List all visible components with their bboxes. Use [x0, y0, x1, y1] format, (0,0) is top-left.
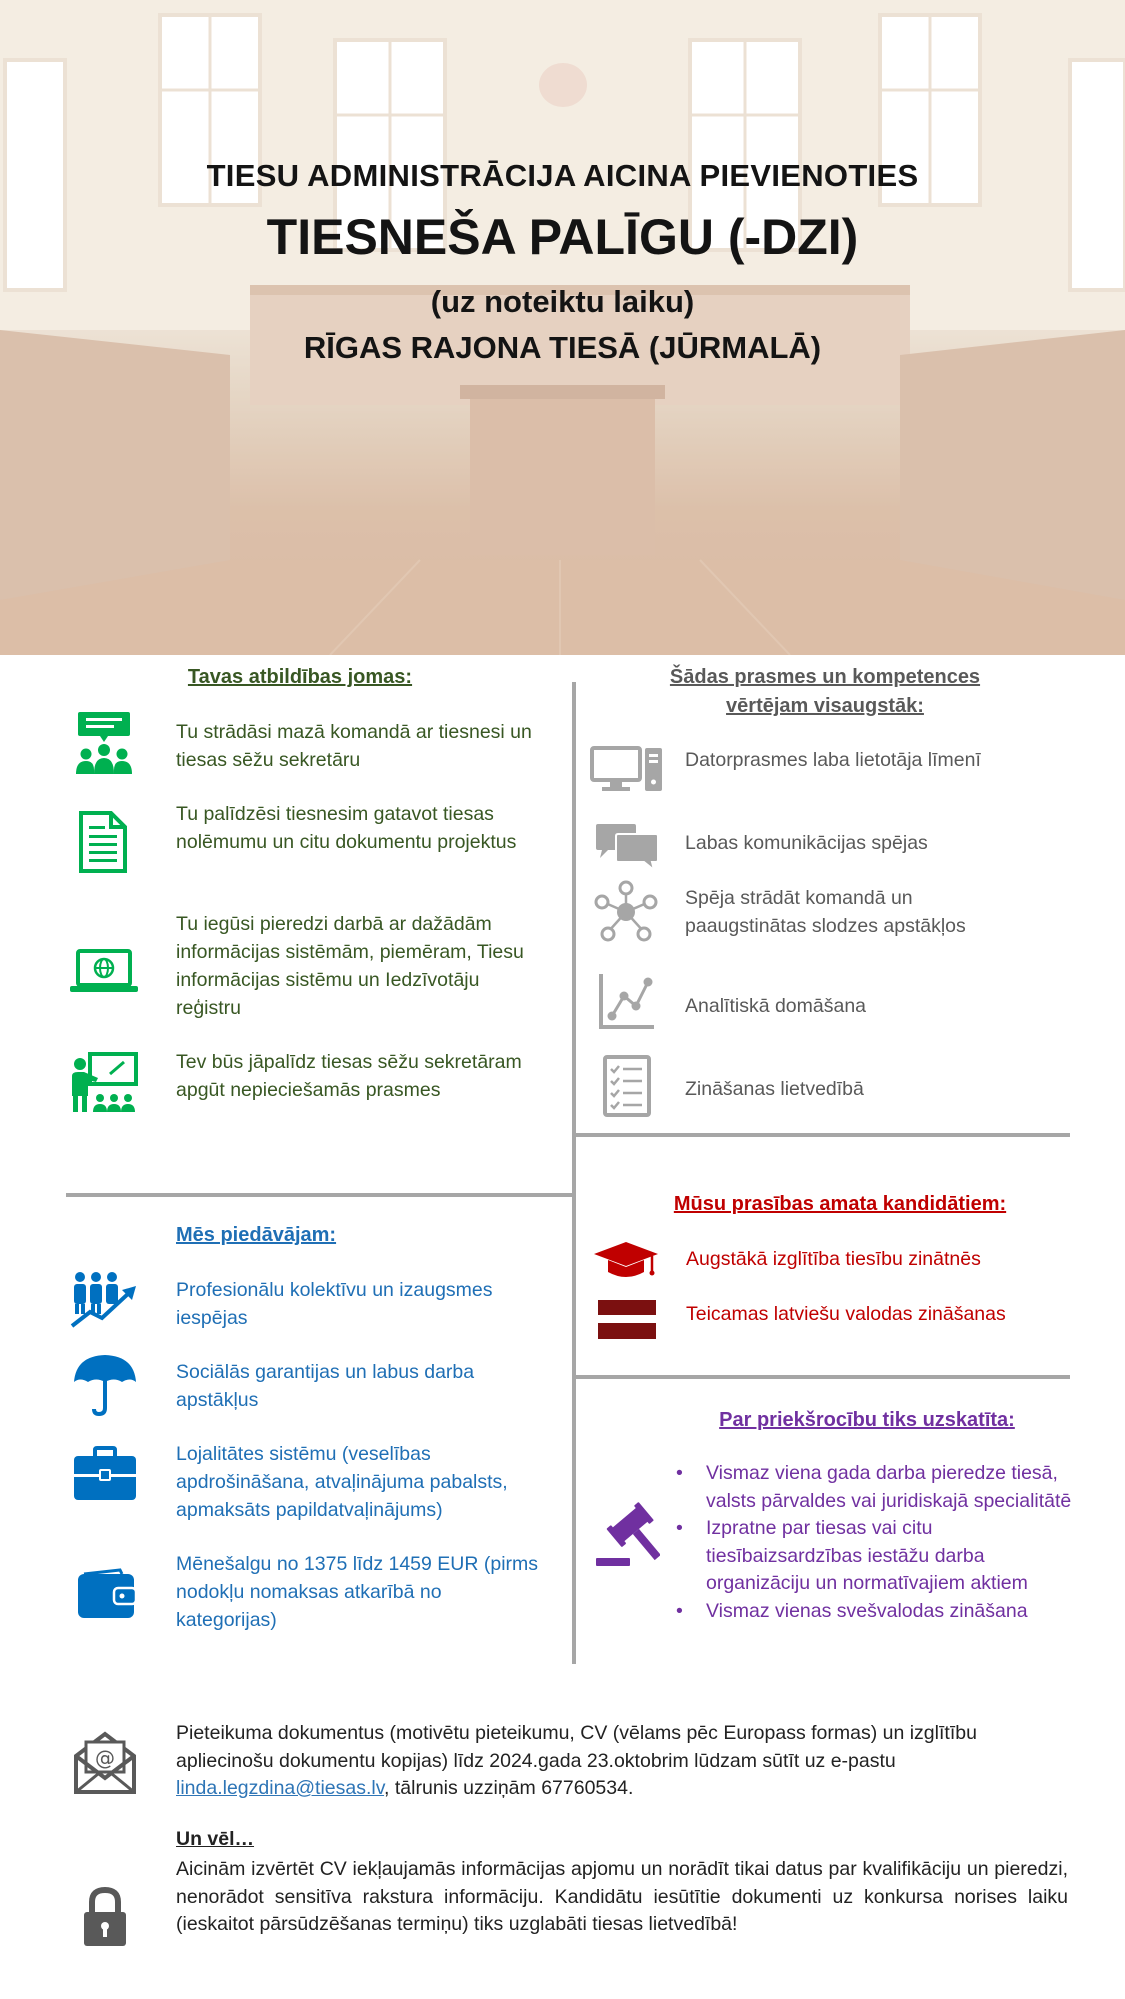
skills-heading-line-1: Šādas prasmes un kompetences: [669, 666, 981, 688]
responsibility-item-3: Tu iegūsi pieredzi darbā ar dažādām informācijas sistēmām, piemēram, Tiesu informācijas sistēmu un Iedzīvotāju reģistru: [176, 913, 524, 1019]
courtroom-photo: [0, 0, 1125, 655]
skills-heading: [620, 663, 1030, 721]
skill-item-3: Spēja strādāt komandā un paaugstinātas slodzes apstākļos: [685, 887, 966, 937]
advantages-heading: Par priekšrocību tiks uzskatīta:: [719, 1409, 1015, 1431]
team-presentation-icon: [72, 710, 136, 776]
document-icon: [78, 810, 128, 874]
requirement-item-1: Augstākā izglītība tiesību zinātnēs: [686, 1248, 981, 1270]
responsibility-item-2: Tu palīdzēsi tiesnesim gatavot tiesas nolēmumu un citu dokumentu projektus: [176, 803, 517, 853]
application-text-main: Pieteikuma dokumentus (motivētu pieteikumu, CV (vēlams pēc Europass formas) un izglītību apliecinošu dokumentu kopijas) līdz 2024.gada 23.oktobrim lūdzam sūtīt uz e-pastu: [176, 1722, 977, 1772]
laptop-globe-icon: [68, 948, 140, 994]
skill-item-2: Labas komunikācijas spējas: [685, 832, 928, 854]
skill-item-5: Zināšanas lietvedībā: [685, 1078, 864, 1100]
wallet-icon: [76, 1568, 136, 1620]
briefcase-icon: [72, 1446, 138, 1502]
skills-heading-line-2: vērtējam visaugstāk:: [726, 695, 924, 717]
vertical-divider-top: [572, 682, 576, 1664]
checklist-icon: [602, 1054, 652, 1118]
requirements-heading: Mūsu prasības amata kandidātiem:: [673, 1193, 1007, 1215]
advantage-item-1: • Vismaz viena gada darba pieredze tiesā, valsts pārvaldes vai juridiskajā specialitātē: [674, 1460, 1074, 1515]
flag-icon: [598, 1300, 656, 1340]
responsibilities-heading: Tavas atbildības jomas:: [187, 666, 413, 688]
offer-item-2: Sociālās garantijas un labus darba apstākļus: [176, 1361, 475, 1411]
offer-item-1: Profesionālu kolektīvu un izaugsmes iespējas: [176, 1279, 493, 1329]
graduation-cap-icon: [592, 1240, 660, 1280]
advantage-item-3: • Vismaz vienas svešvalodas zināšana: [674, 1598, 1074, 1626]
growth-team-icon: [68, 1270, 140, 1330]
envelope-icon: [72, 1730, 138, 1796]
more-title: Un vēl…: [176, 1828, 255, 1850]
umbrella-icon: [72, 1352, 138, 1418]
advantage-item-2: • Izpratne par tiesas vai citu tiesībaizsardzības iestāžu darba organizāciju un normatīvajiem aktiem: [674, 1515, 1074, 1598]
application-text: [176, 1720, 1068, 1803]
offer-item-4: Mēnešalgu no 1375 līdz 1459 EUR (pirms nodokļu nomaksas atkarībā no kategorijas): [176, 1553, 539, 1631]
hero-banner: [0, 0, 1125, 655]
hero-court-name: RĪGAS RAJONA TIESĀ (JŪRMALĀ): [303, 330, 822, 365]
email-link[interactable]: linda.legzdina@tiesas.lv: [176, 1777, 385, 1799]
responsibility-item-4: Tev būs jāpalīdz tiesas sēžu sekretāram apgūt nepieciešamās prasmes: [176, 1051, 522, 1101]
responsibility-item-1: Tu strādāsi mazā komandā ar tiesnesi un tiesas sēžu sekretāru: [176, 721, 532, 771]
teacher-icon: [70, 1052, 140, 1114]
skill-item-1: Datorprasmes laba lietotāja līmenī: [685, 749, 981, 771]
hero-line-1: TIESU ADMINISTRĀCIJA AICINA PIEVIENOTIES: [206, 158, 919, 193]
hero-position-title: TIESNEŠA PALĪGU (-DZI): [266, 209, 859, 265]
divider-right-1: [576, 1133, 1070, 1137]
network-icon: [594, 880, 658, 944]
advantages-list: [674, 1460, 1074, 1625]
svg-text:@: @: [95, 1746, 115, 1770]
divider-left: [66, 1193, 572, 1197]
line-chart-icon: [598, 972, 656, 1030]
requirement-item-2: Teicamas latviešu valodas zināšanas: [686, 1303, 1006, 1325]
application-text-phone: , tālrunis uzziņām 67760534.: [384, 1777, 634, 1799]
skill-item-4: Analītiskā domāšana: [685, 995, 867, 1017]
offer-item-3: Lojalitātes sistēmu (veselības apdrošināšana, atvaļinājuma pabalsts, apmaksāts papildatvaļinājums): [176, 1443, 508, 1521]
padlock-icon: [80, 1886, 130, 1948]
chat-bubbles-icon: [594, 822, 660, 872]
divider-right-2: [576, 1375, 1070, 1379]
more-text: Aicinām izvērtēt CV iekļaujamās informācijas apjomu un norādīt tikai datus par kvalifikāciju un pieredzi, nenorādot sensitīva rakstura informāciju. Kandidātu iesūtītie dokumenti uz konkursa norises laiku (ieskaitot pārsūdzēšanas termiņu) tiks uzglabāti tiesas lietvedībā!: [176, 1858, 1068, 1935]
offer-heading: Mēs piedāvājam:: [176, 1224, 337, 1246]
computer-icon: [590, 746, 664, 794]
gavel-icon: [594, 1502, 660, 1568]
hero-line-3: (uz noteiktu laiku): [430, 284, 695, 319]
